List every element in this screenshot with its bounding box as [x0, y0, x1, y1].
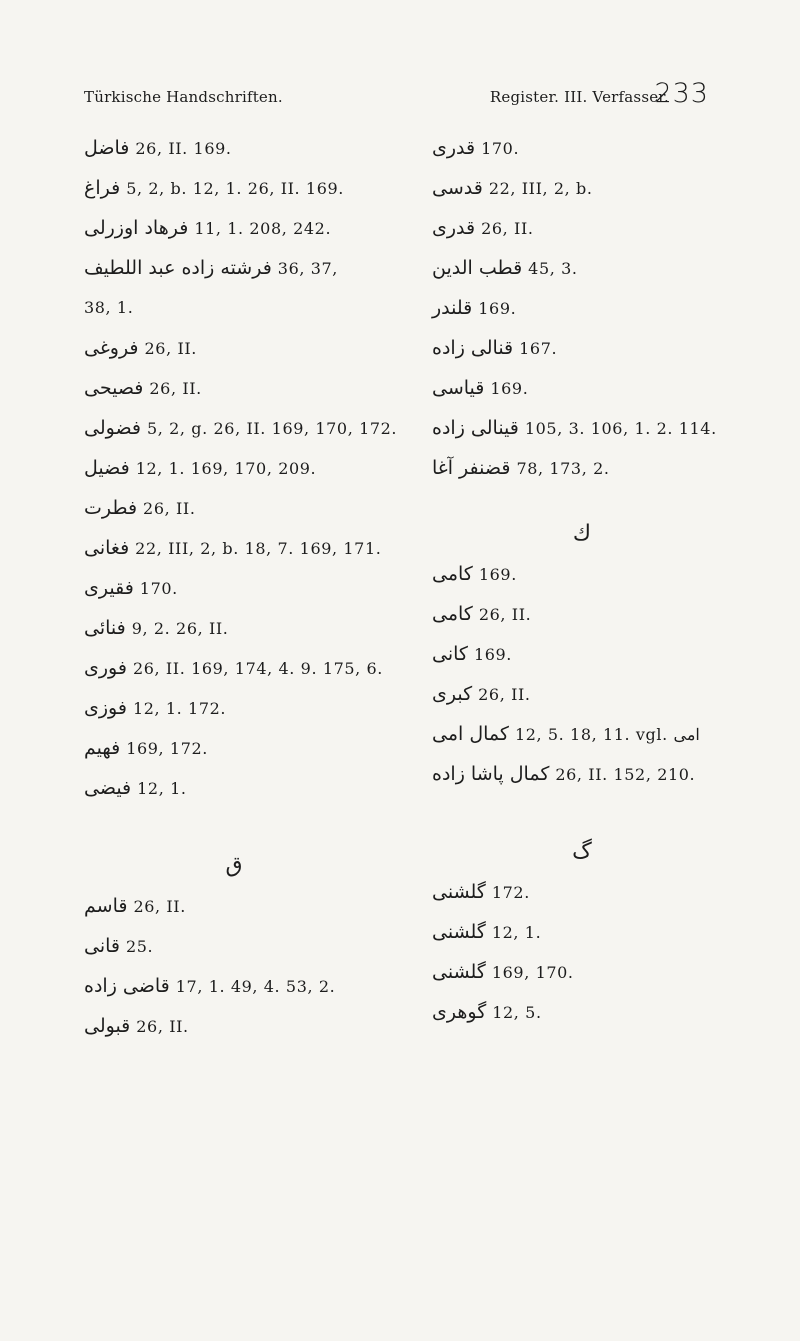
author-name: فاضل [84, 137, 130, 159]
page-references: 169, 170. [491, 963, 574, 982]
index-entry [84, 926, 384, 966]
index-entry [84, 128, 384, 168]
index-entry [84, 488, 384, 528]
page-references: 38, 1. [84, 298, 134, 317]
author-name: قاضی زاده [84, 975, 170, 997]
page-references: 169. [478, 299, 517, 318]
page-references: 17, 1. 49, 4. 53, 2. [175, 977, 336, 996]
index-entry [84, 288, 384, 328]
section-letter: گ [572, 839, 592, 864]
page-references: 26, II. [143, 499, 196, 518]
author-name: فطرت [84, 497, 138, 519]
index-entry [84, 568, 384, 608]
index-entry [84, 648, 384, 688]
index-entry [84, 248, 384, 288]
page-references: 169. [490, 379, 529, 398]
index-entry [432, 594, 732, 634]
author-name: فوزی [84, 697, 127, 719]
page-references: 26, II. 152, 210. [555, 765, 696, 784]
page-references: 45, 3. [528, 259, 578, 278]
page-references: 26, II. [133, 897, 186, 916]
page-references: 26, II. 169, 174, 4. 9. 175, 6. [132, 659, 383, 678]
page-references: 26, II. [149, 379, 202, 398]
page-references: 5, 2, b. 12, 1. 26, II. 169. [126, 179, 344, 198]
author-name: فوری [84, 657, 127, 679]
page-references: 172. [491, 883, 530, 902]
page-references: 170. [481, 139, 520, 158]
page-references: 26, II. 169. [135, 139, 232, 158]
author-name: قطب الدین [432, 257, 523, 279]
author-name: فهیم [84, 737, 121, 759]
index-entry [432, 208, 732, 248]
index-entry [432, 714, 732, 754]
section-letter: ق [225, 853, 243, 878]
page-header [84, 78, 709, 112]
author-name: گوهری [432, 1001, 487, 1023]
running-title-right: Register. III. Verfasser. [489, 88, 669, 106]
page-number: 233 [654, 78, 709, 109]
page-references: 12, 1. [491, 923, 542, 942]
page-references: 26, II. [136, 1017, 189, 1036]
author-name: قبولی [84, 1015, 131, 1037]
author-name: فرشته زاده عبد اللطیف [84, 257, 272, 279]
author-name: کانی [432, 643, 468, 665]
author-name: فنائی [84, 617, 126, 639]
index-entry [432, 912, 732, 952]
author-name: قانی [84, 935, 120, 957]
author-name: قاسم [84, 895, 128, 917]
author-name: گلشنی [432, 881, 486, 903]
index-entry [84, 886, 384, 926]
author-name: فصیحی [84, 377, 144, 399]
page-references: 25. [126, 937, 154, 956]
author-name: گلشنی [432, 961, 486, 983]
index-entry [84, 966, 384, 1006]
author-name: فیضی [84, 777, 132, 799]
author-name: قینالی زاده [432, 417, 519, 439]
index-entry [432, 408, 732, 448]
index-entry [84, 168, 384, 208]
author-name: کمال امی [432, 723, 509, 745]
index-entry [84, 448, 384, 488]
author-name: فقیری [84, 577, 134, 599]
author-name: قیاسی [432, 377, 485, 399]
page-references: 5, 2, g. 26, II. 169, 170, 172. [147, 419, 398, 438]
index-entry [84, 768, 384, 808]
page-references: 12, 1. 169, 170, 209. [135, 459, 317, 478]
index-entry [432, 168, 732, 208]
index-entry [84, 368, 384, 408]
page-references: 26, II. [144, 339, 197, 358]
index-entry [432, 872, 732, 912]
author-name: قدسی [432, 177, 483, 199]
author-name: قضنفر آغا [432, 457, 511, 479]
index-entry [84, 728, 384, 768]
page-references: 169, 172. [126, 739, 208, 758]
index-entry [84, 608, 384, 648]
index-entry [84, 528, 384, 568]
index-entry [432, 992, 732, 1032]
index-column-right [432, 128, 732, 1032]
author-name: فرهاد اوزرلی [84, 217, 189, 239]
index-entry [432, 448, 732, 488]
section-letter: ك [572, 521, 592, 546]
author-name: کامی [432, 603, 473, 625]
page-references: 105, 3. 106, 1. 2. 114. [524, 419, 717, 438]
page-references: 169. [473, 645, 512, 664]
section-gap [432, 794, 732, 832]
page-references: 36, 37, [277, 259, 338, 278]
author-name: فروغی [84, 337, 139, 359]
index-entry [432, 754, 732, 794]
page-references: 78, 173, 2. [516, 459, 610, 478]
page-references: 26, II. [478, 605, 532, 624]
index-entry [432, 248, 732, 288]
index-entry [432, 634, 732, 674]
index-entry [84, 408, 398, 448]
author-name: فضولی [84, 417, 141, 439]
index-entry [432, 952, 732, 992]
index-entry [432, 554, 732, 594]
author-name: فغانی [84, 537, 130, 559]
author-name: فراغ [84, 177, 121, 199]
author-name: قلندر [432, 297, 473, 319]
author-name: کامی [432, 563, 473, 585]
page-references: 11, 1. 208, 242. [194, 219, 332, 238]
page-references: 167. [519, 339, 558, 358]
author-name: فضیل [84, 457, 130, 479]
page-references: 26, II. [481, 219, 534, 238]
author-name: قدری [432, 137, 476, 159]
author-name: قنالی زاده [432, 337, 514, 359]
index-entry [432, 674, 732, 714]
author-name: قدری [432, 217, 476, 239]
author-name: کمال پاشا زاده [432, 763, 550, 785]
index-entry [432, 368, 732, 408]
index-entry [84, 328, 384, 368]
index-entry [84, 208, 384, 248]
index-entry [84, 688, 384, 728]
page-references: 26, II. [478, 685, 531, 704]
section-gap [432, 488, 732, 514]
page-references: 12, 5. 18, 11. vgl. امی [514, 725, 700, 744]
index-entry [432, 328, 732, 368]
section-gap [84, 808, 384, 846]
author-name: کبری [432, 683, 473, 705]
page-references: 12, 5. [492, 1003, 542, 1022]
index-entry [432, 288, 732, 328]
page-references: 22, III, 2, b. 18, 7. 169, 171. [135, 539, 382, 558]
index-column-left [84, 128, 398, 1046]
page-references: 170. [139, 579, 178, 598]
author-name: گلشنی [432, 921, 486, 943]
page-references: 9, 2. 26, II. [131, 619, 229, 638]
running-title-left: Türkische Handschriften. [84, 88, 283, 106]
page-references: 12, 1. [137, 779, 187, 798]
index-entry [432, 128, 732, 168]
page-references: 22, III, 2, b. [488, 179, 593, 198]
page-references: 169. [478, 565, 517, 584]
index-entry [84, 1006, 384, 1046]
page-references: 12, 1. 172. [132, 699, 227, 718]
